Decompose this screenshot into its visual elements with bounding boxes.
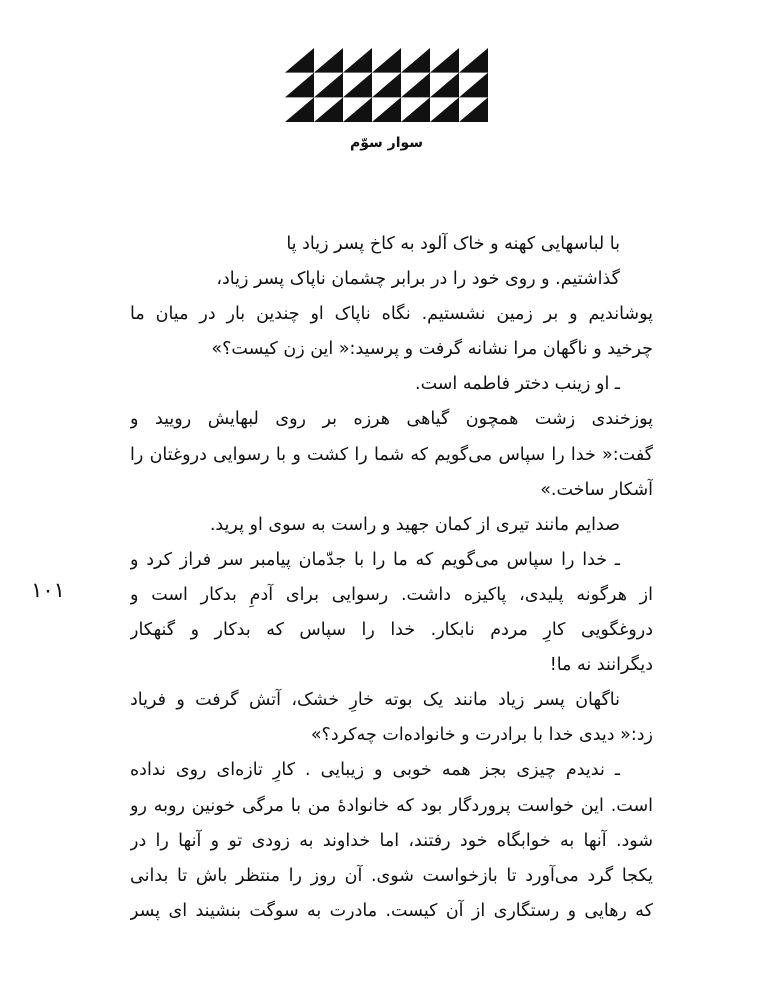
text-line: صدایم مانند تیری از کمان جهید و راست به سوی او پرید. bbox=[209, 514, 620, 535]
text-line: یکجا گرد می‌آورد تا بازخواست شوی. آن روز را منتظر باش تا بدانی bbox=[130, 865, 653, 886]
ornament-triangle bbox=[401, 97, 430, 122]
text-line: از هرگونه پلیدی، پاکیزه داشت. رسوایی برای آدمِ بدکار است و bbox=[130, 584, 653, 605]
ornament-triangle bbox=[285, 97, 314, 122]
ornament-triangle bbox=[459, 48, 488, 73]
text-line: پوشاندیم و بر زمین نشستیم. نگاه ناپاک او چندین بار در میان ما bbox=[130, 304, 653, 325]
ornament-triangle bbox=[372, 73, 401, 98]
ornament-triangle bbox=[285, 73, 314, 98]
ornament-triangle bbox=[430, 73, 459, 98]
ornament-triangle bbox=[401, 73, 430, 98]
ornament-triangle bbox=[430, 48, 459, 73]
text-line: ـ او زینب دختر فاطمه است. bbox=[415, 374, 620, 395]
ornament-triangle bbox=[343, 73, 372, 98]
chapter-title: سوار سوّم bbox=[349, 135, 424, 151]
ornament-triangle bbox=[285, 48, 314, 73]
ornament-triangle bbox=[459, 97, 488, 122]
text-line: ـ خدا را سپاس می‌گویم که ما را با جدّمان پیامبر سر فراز کرد و bbox=[130, 549, 620, 570]
text-line: چرخید و ناگهان مرا نشانه گرفت و پرسید:« این زن کیست؟» bbox=[211, 339, 653, 360]
text-line: گذاشتیم. و روی خود را در برابر چشمان ناپاک پسر زیاد، bbox=[216, 269, 620, 290]
page-number: ۱۰۱ bbox=[31, 578, 65, 602]
ornament-triangle bbox=[401, 48, 430, 73]
text-line: شود. آنها به خوابگاه خود رفتند، اما خداوند به زودی تو و آنها را در bbox=[130, 830, 653, 851]
text-line: دروغگویی کارِ مردم نابکار. خدا را سپاس که بدکار و گنهکار bbox=[130, 620, 653, 641]
triangle-ornament-icon bbox=[285, 48, 488, 122]
text-line: آشکار ساخت.» bbox=[540, 479, 653, 500]
text-line: زد:« دیدی خدا با برادرت و خانواده‌ات چه‌کرد؟» bbox=[310, 725, 653, 746]
ornament-triangle bbox=[430, 97, 459, 122]
ornament-triangle bbox=[343, 97, 372, 122]
ornament-triangle bbox=[372, 97, 401, 122]
text-line: ناگهان پسر زیاد مانند یک بوته خارِ خشک، آتش گرفت و فریاد bbox=[130, 690, 620, 711]
ornament-triangle bbox=[459, 73, 488, 98]
ornament-triangle bbox=[314, 73, 343, 98]
ornament-triangle bbox=[314, 48, 343, 73]
text-line: گفت:« خدا را سپاس می‌گویم که شما را کشت و با رسوایی دروغتان را bbox=[130, 444, 653, 465]
ornament-triangle bbox=[372, 48, 401, 73]
text-line: دیگرانند نه ما! bbox=[549, 655, 653, 676]
body-text bbox=[130, 227, 653, 929]
text-line: است. این خواست پروردگار بود که خانوادهٔ من با مرگی خونین روبه رو bbox=[130, 795, 653, 816]
text-line: که رهایی و رستگاری از آن کیست. مادرت به سوگت بنشیند ای پسر bbox=[130, 900, 653, 921]
ornament-triangle bbox=[314, 97, 343, 122]
text-line: ـ ندیدم چیزی بجز همه خوبی و زیبایی . کارِ تازه‌ای روی نداده bbox=[130, 760, 620, 781]
ornament-triangle bbox=[343, 48, 372, 73]
text-line: پوزخندی زشت همچون گیاهی هرزه بر روی لبهایش رویید و bbox=[130, 409, 653, 430]
text-line: با لباسهایی کهنه و خاک آلود به کاخ پسر زیاد پا bbox=[286, 234, 620, 254]
